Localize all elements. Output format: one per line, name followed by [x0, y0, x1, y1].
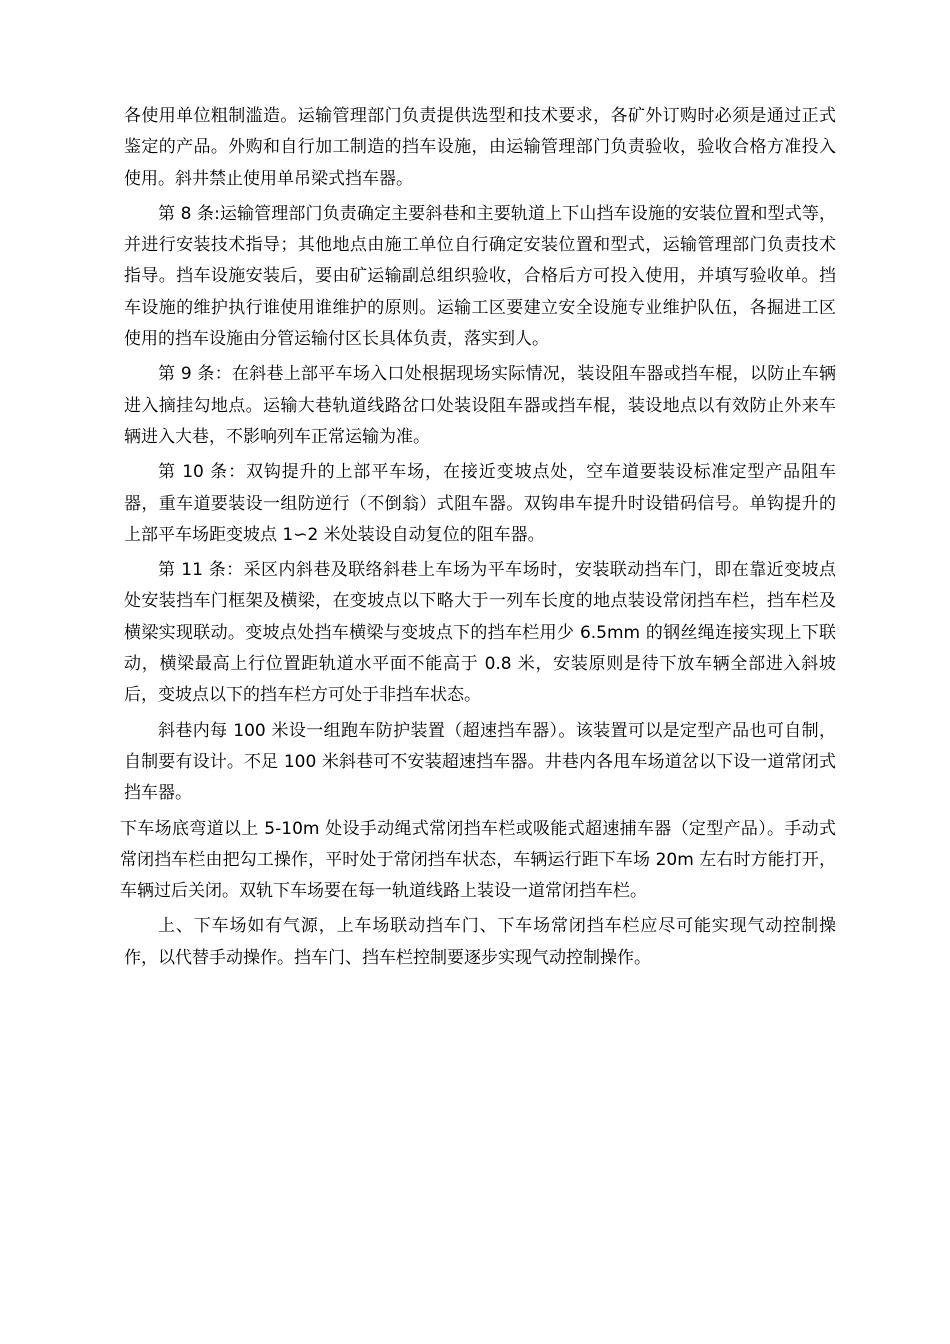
paragraph-pneumatic-control: 上、下车场如有气源，上车场联动挡车门、下车场常闭挡车栏应尽可能实现气动控制操作，以代替手动操作。挡车门、挡车栏控制要逐步实现气动控制操作。 [124, 916, 836, 968]
paragraph-article-11: 第 11 条：采区内斜巷及联络斜巷上车场为平车场时，安装联动挡车门，即在靠近变坡点处安装挡车门框架及横梁，在变坡点以下略大于一列车长度的地点装设常闭挡车栏，挡车栏及横梁实现联动。变坡点处挡车横梁与变坡点下的挡车栏用少 6.5mm 的钢丝绳连接实现上下联动，横梁最高上行位置距轨道水平面不能高于 0.8 米，安装原则是待下放车辆全部进入斜坡后，变坡点以下的挡车栏方可处于非挡车状态。 [124, 560, 836, 706]
paragraph-article-8: 第 8 条:运输管理部门负责确定主要斜巷和主要轨道上下山挡车设施的安装位置和型式等，并进行安装技术指导；其他地点由施工单位自行确定安装位置和型式，运输管理部门负责技术指导。挡车设施安装后，要由矿运输副总组织验收，合格后方可投入使用，并填写验收单。挡车设施的维护执行谁使用谁维护的原则。运输工区要建立安全设施专业维护队伍，各掘进工区使用的挡车设施由分管运输付区长具体负责，落实到人。 [124, 203, 836, 350]
paragraph-incline-protection: 斜巷内每 100 米设一组跑车防护装置（超速挡车器）。该装置可以是定型产品也可自制，自制要有设计。不足 100 米斜巷可不安装超速挡车器。井巷内各甩车场道岔以下设一道常闭式挡车器。 [124, 720, 836, 804]
document-page [120, 101, 836, 978]
paragraph-continuation: 各使用单位粗制滥造。运输管理部门负责提供选型和技术要求，各矿外订购时必须是通过正式鉴定的产品。外购和自行加工制造的挡车设施，由运输管理部门负责验收，验收合格方准投入使用。斜井禁止使用单吊梁式挡车器。 [124, 106, 836, 189]
paragraph-article-9: 第 9 条：在斜巷上部平车场入口处根据现场实际情况，装设阻车器或挡车棍，以防止车辆进入摘挂勾地点。运输大巷轨道线路岔口处装设阻车器或挡车棍，装设地点以有效防止外来车辆进入大巷，不影响列车正常运输为准。 [124, 364, 836, 447]
paragraph-lower-yard: 下车场底弯道以上 5-10m 处设手动绳式常闭挡车栏或吸能式超速捕车器（定型产品）。手动式常闭挡车栏由把勾工操作，平时处于常闭挡车状态，车辆运行距下车场 20m 左右时方能打开，车辆过后关闭。双轨下车场要在每一轨道线路上装设一道常闭挡车栏。 [120, 818, 836, 902]
paragraph-article-10: 第 10 条：双钩提升的上部平车场，在接近变坡点处，空车道要装设标准定型产品阻车器，重车道要装设一组防逆行（不倒翁）式阻车器。双钩串车提升时设错码信号。单钩提升的上部平车场距变坡点 1∽2 米处装设自动复位的阻车器。 [124, 462, 836, 545]
